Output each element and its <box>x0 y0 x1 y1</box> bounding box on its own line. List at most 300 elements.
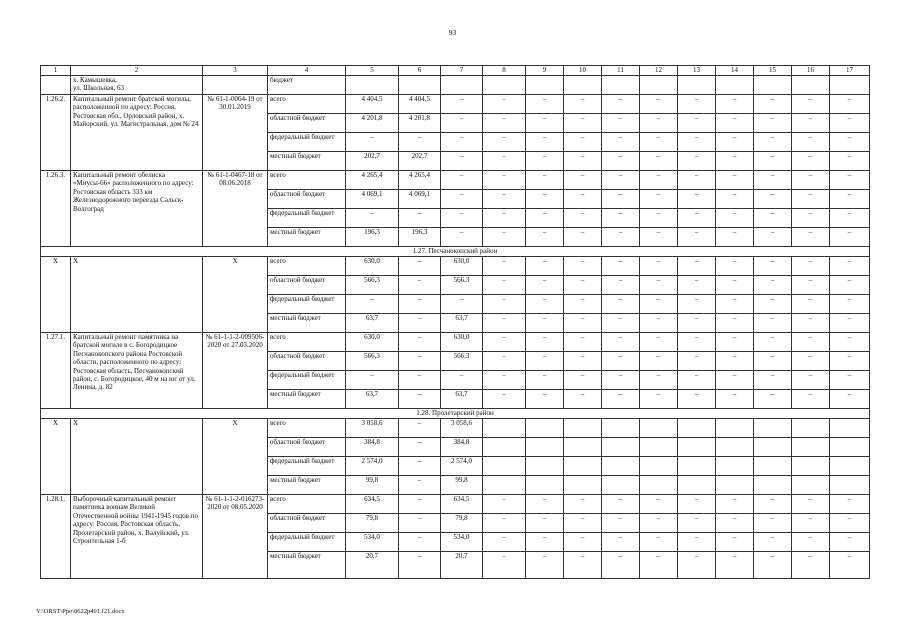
table-cell <box>640 438 678 457</box>
table-cell <box>346 76 399 95</box>
table-cell <box>754 438 792 457</box>
table-cell: областной бюджет <box>268 114 346 133</box>
table-cell: Капитальный ремонт братской могилы, расположенной по адресу: Россия, Ростовская обл., Орловский район, х. Майорский, ул. Магистральная, дом № 24 <box>71 95 203 171</box>
table-cell <box>830 76 870 95</box>
table-cell: – <box>564 533 602 552</box>
column-header: 2 <box>71 66 203 76</box>
table-cell: – <box>640 171 678 190</box>
table-cell: – <box>830 295 870 314</box>
table-cell: – <box>399 552 441 579</box>
table-cell: – <box>564 390 602 409</box>
table-cell: – <box>678 533 716 552</box>
table-cell: 63,7 <box>441 314 483 333</box>
table-cell: – <box>792 514 830 533</box>
table-cell: – <box>830 390 870 409</box>
table-cell: – <box>483 95 526 114</box>
table-row <box>41 171 870 190</box>
table-cell: – <box>792 314 830 333</box>
table-cell: – <box>483 228 526 247</box>
table-cell: – <box>483 190 526 209</box>
table-cell <box>483 457 526 476</box>
column-header: 10 <box>564 66 602 76</box>
table-cell: 566,3 <box>346 352 399 371</box>
table-cell: – <box>830 152 870 171</box>
table-cell: – <box>564 276 602 295</box>
table-cell: – <box>441 371 483 390</box>
table-cell: – <box>792 352 830 371</box>
table-cell: – <box>678 352 716 371</box>
budget-table <box>40 65 870 579</box>
table-cell: Х <box>41 257 71 333</box>
table-cell: – <box>602 228 640 247</box>
table-cell: – <box>716 552 754 579</box>
table-cell: – <box>640 533 678 552</box>
table-cell <box>792 438 830 457</box>
table-cell <box>754 76 792 95</box>
table-cell: – <box>716 171 754 190</box>
table-cell <box>830 438 870 457</box>
table-cell: – <box>602 276 640 295</box>
table-cell: – <box>792 228 830 247</box>
table-cell: местный бюджет <box>268 390 346 409</box>
table-cell: 2 574,0 <box>441 457 483 476</box>
table-cell: – <box>792 190 830 209</box>
table-cell: – <box>640 228 678 247</box>
table-cell: Х <box>203 419 268 495</box>
table-cell: 534,0 <box>346 533 399 552</box>
table-cell: – <box>754 171 792 190</box>
table-cell: – <box>754 495 792 514</box>
page-number: 93 <box>448 28 457 37</box>
table-cell: областной бюджет <box>268 352 346 371</box>
column-header: 14 <box>716 66 754 76</box>
table-cell <box>640 76 678 95</box>
column-header: 16 <box>792 66 830 76</box>
table-cell <box>716 476 754 495</box>
table-cell: 634,5 <box>346 495 399 514</box>
table-cell: 1.26.3. <box>41 171 71 247</box>
table-cell: – <box>678 171 716 190</box>
table-cell: 384,8 <box>346 438 399 457</box>
table-cell <box>792 457 830 476</box>
table-cell: – <box>602 552 640 579</box>
table-cell <box>716 76 754 95</box>
table-cell: 1.28.1. <box>41 495 71 579</box>
table-cell: 1.26.2. <box>41 95 71 171</box>
table-cell: – <box>441 95 483 114</box>
table-row <box>41 76 870 95</box>
column-header: 3 <box>203 66 268 76</box>
table-cell: – <box>640 390 678 409</box>
table-cell: – <box>716 371 754 390</box>
table-cell: Х <box>71 257 203 333</box>
table-cell <box>526 419 564 438</box>
table-cell: – <box>526 209 564 228</box>
table-cell: – <box>716 314 754 333</box>
table-cell: – <box>483 495 526 514</box>
table-cell: – <box>640 514 678 533</box>
table-cell: – <box>399 333 441 352</box>
table-cell: – <box>564 190 602 209</box>
table-cell: федеральный бюджет <box>268 133 346 152</box>
table-cell: федеральный бюджет <box>268 209 346 228</box>
table-cell: всего <box>268 95 346 114</box>
table-cell: – <box>483 133 526 152</box>
table-cell: 4 265,4 <box>399 171 441 190</box>
table-cell: – <box>564 514 602 533</box>
table-cell <box>483 76 526 95</box>
table-cell: местный бюджет <box>268 314 346 333</box>
table-cell: федеральный бюджет <box>268 371 346 390</box>
table-cell: – <box>792 276 830 295</box>
table-cell: – <box>830 133 870 152</box>
table-cell: – <box>564 552 602 579</box>
table-cell: – <box>830 371 870 390</box>
table-cell: – <box>483 295 526 314</box>
table-cell: – <box>678 295 716 314</box>
table-cell: – <box>602 95 640 114</box>
table-cell: – <box>716 190 754 209</box>
table-cell: – <box>602 171 640 190</box>
table-cell: – <box>564 209 602 228</box>
table-cell: – <box>640 314 678 333</box>
table-cell <box>526 76 564 95</box>
table-cell <box>716 438 754 457</box>
table-cell: 1.27.1. <box>41 333 71 409</box>
table-cell: х. Камышевка, ул. Школьная, 63 <box>71 76 203 95</box>
table-cell <box>830 457 870 476</box>
table-cell: – <box>678 209 716 228</box>
table-cell: 4 404,5 <box>346 95 399 114</box>
table-cell: – <box>716 257 754 276</box>
table-cell: – <box>483 371 526 390</box>
column-header: 1 <box>41 66 71 76</box>
table-cell: – <box>602 514 640 533</box>
table-cell <box>441 76 483 95</box>
table-cell <box>602 438 640 457</box>
table-cell: 4 201,8 <box>399 114 441 133</box>
header-row <box>41 66 870 76</box>
table-cell: – <box>346 295 399 314</box>
table-cell: 196,3 <box>399 228 441 247</box>
table-cell: 79,8 <box>346 514 399 533</box>
table-cell: – <box>792 333 830 352</box>
table-cell: 99,8 <box>441 476 483 495</box>
table-cell: местный бюджет <box>268 552 346 579</box>
table-cell: – <box>564 171 602 190</box>
table-cell: – <box>399 438 441 457</box>
table-cell: – <box>602 352 640 371</box>
table-cell <box>602 457 640 476</box>
table-cell: – <box>483 390 526 409</box>
table-cell: Х <box>71 419 203 495</box>
table-cell: – <box>399 276 441 295</box>
table-cell: – <box>483 533 526 552</box>
table-cell: – <box>399 209 441 228</box>
table-cell: – <box>830 114 870 133</box>
table-cell: – <box>602 257 640 276</box>
file-path-footer: Y:\ORST\Ppo\0622p491.f21.docx <box>36 608 125 615</box>
table-cell: – <box>830 514 870 533</box>
table-cell: – <box>640 276 678 295</box>
table-cell: – <box>483 314 526 333</box>
table-cell: 63,7 <box>441 390 483 409</box>
table-cell: – <box>792 133 830 152</box>
table-cell: № 61-1-1-2-016273-2020 от 08.05.2020 <box>203 495 268 579</box>
column-header: 17 <box>830 66 870 76</box>
table-cell: – <box>346 133 399 152</box>
table-cell: – <box>792 171 830 190</box>
table-cell: – <box>526 276 564 295</box>
table-cell <box>678 457 716 476</box>
table-cell: – <box>441 228 483 247</box>
table-cell: 99,8 <box>346 476 399 495</box>
table-cell <box>792 476 830 495</box>
table-cell: – <box>792 552 830 579</box>
table-cell: 20,7 <box>346 552 399 579</box>
table-cell: – <box>526 552 564 579</box>
table-cell: федеральный бюджет <box>268 295 346 314</box>
table-cell: – <box>526 171 564 190</box>
table-cell: – <box>754 114 792 133</box>
table-cell: 4 404,5 <box>399 95 441 114</box>
table-cell: 202,7 <box>399 152 441 171</box>
table-cell: – <box>830 352 870 371</box>
table-cell: – <box>640 152 678 171</box>
table-cell: – <box>678 314 716 333</box>
table-cell: – <box>792 371 830 390</box>
table-cell: – <box>602 152 640 171</box>
table-row <box>41 95 870 114</box>
table-cell: – <box>640 133 678 152</box>
table-row <box>41 419 870 438</box>
table-cell <box>640 476 678 495</box>
table-cell: 63,7 <box>346 390 399 409</box>
table-cell: 630,0 <box>441 333 483 352</box>
table-cell: – <box>602 314 640 333</box>
column-header: 13 <box>678 66 716 76</box>
table-cell <box>754 476 792 495</box>
table-cell <box>678 476 716 495</box>
table-cell: – <box>716 352 754 371</box>
table-cell <box>483 438 526 457</box>
table-cell: – <box>526 352 564 371</box>
table-cell: – <box>526 314 564 333</box>
table-cell: – <box>716 114 754 133</box>
table-row <box>41 333 870 352</box>
table-cell <box>792 419 830 438</box>
table-cell: – <box>483 552 526 579</box>
table-cell: 3 058,6 <box>346 419 399 438</box>
table-cell: – <box>678 333 716 352</box>
column-header: 12 <box>640 66 678 76</box>
table-cell <box>564 476 602 495</box>
table-cell <box>564 76 602 95</box>
table-cell: – <box>716 495 754 514</box>
table-cell <box>526 438 564 457</box>
table-cell: 566,3 <box>441 276 483 295</box>
table-row <box>41 495 870 514</box>
table-cell: – <box>792 495 830 514</box>
table-cell: – <box>441 133 483 152</box>
table-cell: 634,5 <box>441 495 483 514</box>
table-cell: – <box>399 314 441 333</box>
table-cell: – <box>399 295 441 314</box>
table-cell <box>754 419 792 438</box>
table-cell: – <box>716 533 754 552</box>
table-cell: 534,0 <box>441 533 483 552</box>
table-cell <box>483 419 526 438</box>
table-cell: – <box>754 333 792 352</box>
table-cell: – <box>483 171 526 190</box>
table-cell: – <box>716 228 754 247</box>
table-cell: – <box>564 133 602 152</box>
table-cell: № 61-1-1-2-009506-2020 от 27.03.2020 <box>203 333 268 409</box>
table-cell: – <box>399 419 441 438</box>
table-cell: – <box>564 295 602 314</box>
section-row <box>41 247 870 257</box>
table-cell: – <box>564 152 602 171</box>
table-cell <box>678 438 716 457</box>
table-cell: – <box>640 371 678 390</box>
column-header: 11 <box>602 66 640 76</box>
table-cell: – <box>602 333 640 352</box>
table-cell: – <box>441 295 483 314</box>
table-cell: – <box>564 371 602 390</box>
table-cell <box>564 457 602 476</box>
table-cell: всего <box>268 495 346 514</box>
table-cell: – <box>526 133 564 152</box>
table-cell: – <box>346 209 399 228</box>
table-cell: – <box>678 95 716 114</box>
table-cell: – <box>441 114 483 133</box>
table-cell: – <box>564 257 602 276</box>
table-cell: – <box>830 552 870 579</box>
table-cell: – <box>526 390 564 409</box>
table-cell: местный бюджет <box>268 152 346 171</box>
table-cell: – <box>602 533 640 552</box>
table-cell <box>483 476 526 495</box>
table-cell: – <box>678 114 716 133</box>
table-cell <box>602 476 640 495</box>
table-cell: федеральный бюджет <box>268 457 346 476</box>
table-cell: – <box>564 333 602 352</box>
table-cell: – <box>602 209 640 228</box>
table-cell: – <box>754 190 792 209</box>
table-cell: – <box>678 371 716 390</box>
table-cell: Х <box>41 419 71 495</box>
table-cell: всего <box>268 171 346 190</box>
table-cell: – <box>602 371 640 390</box>
table-cell: – <box>754 552 792 579</box>
table-cell: – <box>602 133 640 152</box>
table-cell: – <box>399 133 441 152</box>
table-cell: – <box>483 352 526 371</box>
table-cell: – <box>399 476 441 495</box>
table-cell <box>602 76 640 95</box>
table-cell: – <box>830 209 870 228</box>
table-cell: – <box>399 371 441 390</box>
table-cell: – <box>526 114 564 133</box>
table-cell: – <box>830 314 870 333</box>
table-cell: – <box>399 533 441 552</box>
table-cell: областной бюджет <box>268 514 346 533</box>
table-cell: – <box>754 371 792 390</box>
table-cell: – <box>754 95 792 114</box>
table-cell: – <box>754 390 792 409</box>
table-cell: – <box>830 257 870 276</box>
table-cell: – <box>754 295 792 314</box>
table-cell: – <box>754 209 792 228</box>
table-cell: – <box>483 514 526 533</box>
table-cell: – <box>602 114 640 133</box>
table-cell: – <box>346 371 399 390</box>
table-cell: – <box>678 552 716 579</box>
column-header: 15 <box>754 66 792 76</box>
table-cell: – <box>678 276 716 295</box>
table-cell: № 61-1-0467-18 от 08.06.2018 <box>203 171 268 247</box>
table-cell: – <box>830 228 870 247</box>
table-cell <box>526 457 564 476</box>
table-cell: – <box>792 295 830 314</box>
table-cell: 630,0 <box>441 257 483 276</box>
table-cell: – <box>830 533 870 552</box>
table-cell: – <box>564 314 602 333</box>
table-cell: Капитальный ремонт обелиска «Миусы-66» расположенного по адресу: Ростовская область 333 км Железнодорожного переезда Сальск-Волгоград <box>71 171 203 247</box>
table-cell: – <box>399 390 441 409</box>
table-cell: – <box>526 95 564 114</box>
table-cell: всего <box>268 333 346 352</box>
table-cell <box>203 76 268 95</box>
table-cell: – <box>564 114 602 133</box>
table-cell: № 61-1-0064-19 от 30.01.2019 <box>203 95 268 171</box>
table-cell: – <box>716 333 754 352</box>
table-cell: – <box>399 495 441 514</box>
table-cell: – <box>640 295 678 314</box>
table-cell: всего <box>268 257 346 276</box>
table-cell: – <box>526 533 564 552</box>
table-cell: – <box>678 133 716 152</box>
table-cell: – <box>640 495 678 514</box>
table-cell: всего <box>268 419 346 438</box>
table-cell: – <box>564 95 602 114</box>
table-cell: – <box>526 257 564 276</box>
table-cell <box>716 419 754 438</box>
table-cell: – <box>716 390 754 409</box>
table-cell: – <box>716 295 754 314</box>
table-cell: 63,7 <box>346 314 399 333</box>
table-cell: – <box>399 457 441 476</box>
table-cell: – <box>564 495 602 514</box>
table-cell: – <box>792 257 830 276</box>
table-cell: – <box>792 390 830 409</box>
table-cell: – <box>441 190 483 209</box>
table-cell: – <box>640 190 678 209</box>
table-cell: – <box>716 95 754 114</box>
table-cell: областной бюджет <box>268 276 346 295</box>
table-cell: – <box>483 276 526 295</box>
column-header: 8 <box>483 66 526 76</box>
table-cell: – <box>399 514 441 533</box>
table-cell: – <box>830 495 870 514</box>
table-cell: 196,3 <box>346 228 399 247</box>
table-cell: 79,8 <box>441 514 483 533</box>
table-cell: – <box>640 257 678 276</box>
column-header: 4 <box>268 66 346 76</box>
table-cell: Х <box>203 257 268 333</box>
table-cell: – <box>483 114 526 133</box>
table-cell: – <box>754 352 792 371</box>
